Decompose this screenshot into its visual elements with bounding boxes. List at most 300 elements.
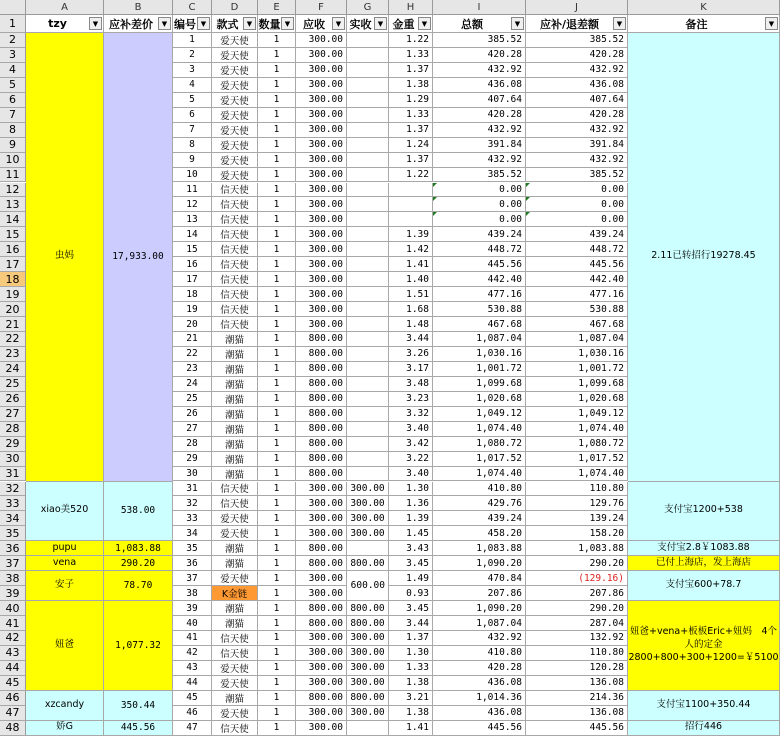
data-cell[interactable]: 1 xyxy=(258,661,296,676)
data-cell[interactable]: 300.00 xyxy=(296,706,347,721)
data-cell[interactable]: 300.00 xyxy=(347,482,389,497)
data-cell[interactable]: K金链 xyxy=(212,586,258,601)
data-cell[interactable]: 110.80 xyxy=(526,646,628,661)
data-cell[interactable]: 445.56 xyxy=(433,257,526,272)
data-cell[interactable]: 28 xyxy=(173,437,212,452)
row-header-29[interactable]: 29 xyxy=(0,437,26,452)
column-header-e[interactable]: E xyxy=(258,0,296,15)
difference-amount-cell[interactable]: 350.44 xyxy=(104,691,173,721)
data-cell[interactable]: 1 xyxy=(258,377,296,392)
data-cell[interactable]: 1.42 xyxy=(389,242,433,257)
data-cell[interactable] xyxy=(347,377,389,392)
data-cell[interactable]: 爱天使 xyxy=(212,93,258,108)
data-cell[interactable]: 1 xyxy=(258,63,296,78)
data-cell[interactable]: 39 xyxy=(173,601,212,616)
data-cell[interactable]: 300.00 xyxy=(296,631,347,646)
data-cell[interactable]: 442.40 xyxy=(526,272,628,287)
data-cell[interactable]: 1 xyxy=(258,183,296,198)
row-header-43[interactable]: 43 xyxy=(0,646,26,661)
column-header-b[interactable]: B xyxy=(104,0,173,15)
data-cell[interactable]: 1 xyxy=(258,721,296,736)
data-cell[interactable]: 207.86 xyxy=(433,586,526,601)
data-cell[interactable]: 9 xyxy=(173,153,212,168)
data-cell[interactable]: 385.52 xyxy=(433,168,526,183)
data-cell[interactable]: 20 xyxy=(173,317,212,332)
data-cell[interactable]: 800.00 xyxy=(296,422,347,437)
filter-dropdown-icon[interactable]: ▼ xyxy=(281,17,294,30)
data-cell[interactable] xyxy=(347,347,389,362)
data-cell[interactable]: 3.22 xyxy=(389,452,433,467)
customer-name-cell[interactable]: xzcandy xyxy=(26,691,104,721)
filter-dropdown-icon[interactable]: ▼ xyxy=(765,17,778,30)
data-cell[interactable] xyxy=(347,108,389,123)
data-cell[interactable]: 38 xyxy=(173,586,212,601)
data-cell[interactable] xyxy=(347,362,389,377)
row-header-37[interactable]: 37 xyxy=(0,556,26,571)
data-cell[interactable]: 潮猫 xyxy=(212,541,258,556)
data-cell[interactable]: 432.92 xyxy=(433,153,526,168)
data-cell[interactable]: 信天使 xyxy=(212,631,258,646)
data-cell[interactable] xyxy=(347,123,389,138)
data-cell[interactable]: 26 xyxy=(173,407,212,422)
data-cell[interactable]: 300.00 xyxy=(347,631,389,646)
data-cell[interactable]: 1.39 xyxy=(389,227,433,242)
data-cell[interactable]: 300.00 xyxy=(296,48,347,63)
data-cell[interactable]: 1,099.68 xyxy=(433,377,526,392)
row-header-47[interactable]: 47 xyxy=(0,706,26,721)
data-cell[interactable]: 207.86 xyxy=(526,586,628,601)
data-cell[interactable] xyxy=(347,302,389,317)
data-cell[interactable]: 1 xyxy=(258,706,296,721)
data-cell[interactable]: 潮猫 xyxy=(212,332,258,347)
data-cell[interactable] xyxy=(347,467,389,482)
customer-name-cell[interactable]: pupu xyxy=(26,541,104,556)
data-cell[interactable]: 300.00 xyxy=(296,661,347,676)
data-cell[interactable]: 214.36 xyxy=(526,691,628,706)
data-cell[interactable]: 信天使 xyxy=(212,721,258,736)
data-cell[interactable]: 信天使 xyxy=(212,646,258,661)
data-cell[interactable]: 24 xyxy=(173,377,212,392)
data-cell[interactable]: 300.00 xyxy=(296,108,347,123)
data-cell[interactable]: 14 xyxy=(173,227,212,242)
filter-dropdown-icon[interactable]: ▼ xyxy=(332,17,345,30)
data-cell[interactable]: 潮猫 xyxy=(212,392,258,407)
data-cell[interactable]: 477.16 xyxy=(526,287,628,302)
data-cell[interactable]: 45 xyxy=(173,691,212,706)
note-cell[interactable]: 妞爸+vena+板板Eric+妞妈 4个人的定金 2800+800+300+1200=￥5100 xyxy=(628,601,780,691)
data-cell[interactable]: 潮猫 xyxy=(212,691,258,706)
data-cell[interactable]: 爱天使 xyxy=(212,661,258,676)
data-cell[interactable]: 300.00 xyxy=(296,78,347,93)
data-cell[interactable]: 3.44 xyxy=(389,616,433,631)
data-cell[interactable]: 287.04 xyxy=(526,616,628,631)
data-cell[interactable]: 爱天使 xyxy=(212,123,258,138)
data-cell[interactable]: 1,074.40 xyxy=(526,422,628,437)
data-cell[interactable]: 800.00 xyxy=(347,556,389,571)
data-cell[interactable]: 爱天使 xyxy=(212,33,258,48)
note-cell[interactable]: 支付宝2.8￥1083.88 xyxy=(628,541,780,556)
data-cell[interactable]: 300.00 xyxy=(296,496,347,511)
customer-name-cell[interactable]: 妞爸 xyxy=(26,601,104,691)
data-cell[interactable]: 0.00 xyxy=(433,183,526,198)
row-header-8[interactable]: 8 xyxy=(0,123,26,138)
data-cell[interactable]: 潮猫 xyxy=(212,362,258,377)
data-cell[interactable]: 1 xyxy=(258,691,296,706)
column-header-g[interactable]: G xyxy=(347,0,389,15)
data-cell[interactable]: 3.23 xyxy=(389,392,433,407)
data-cell[interactable] xyxy=(389,212,433,227)
data-cell[interactable]: 1.37 xyxy=(389,63,433,78)
column-header-h[interactable]: H xyxy=(389,0,433,15)
data-cell[interactable]: 1,020.68 xyxy=(526,392,628,407)
data-cell[interactable] xyxy=(347,721,389,736)
customer-name-cell[interactable]: xiao美520 xyxy=(26,482,104,542)
data-cell[interactable]: 3.40 xyxy=(389,422,433,437)
data-cell[interactable]: 0.00 xyxy=(526,197,628,212)
data-cell[interactable]: 信天使 xyxy=(212,272,258,287)
data-cell[interactable] xyxy=(347,332,389,347)
data-cell[interactable]: 1 xyxy=(258,616,296,631)
data-cell[interactable]: 1,083.88 xyxy=(526,541,628,556)
data-cell[interactable]: 潮猫 xyxy=(212,437,258,452)
data-cell[interactable]: 1.68 xyxy=(389,302,433,317)
data-cell[interactable]: 407.64 xyxy=(526,93,628,108)
data-cell[interactable] xyxy=(347,422,389,437)
data-cell[interactable] xyxy=(347,392,389,407)
data-cell[interactable]: 3.21 xyxy=(389,691,433,706)
data-cell[interactable]: 800.00 xyxy=(296,392,347,407)
data-cell[interactable]: 391.84 xyxy=(433,138,526,153)
row-header-34[interactable]: 34 xyxy=(0,511,26,526)
data-cell[interactable]: 5 xyxy=(173,93,212,108)
row-header-33[interactable]: 33 xyxy=(0,496,26,511)
difference-amount-cell[interactable]: 1,077.32 xyxy=(104,601,173,691)
data-cell[interactable]: 300.00 xyxy=(296,123,347,138)
data-cell[interactable] xyxy=(347,93,389,108)
data-cell[interactable]: 432.92 xyxy=(433,123,526,138)
data-cell[interactable]: 530.88 xyxy=(526,302,628,317)
data-cell[interactable]: 120.28 xyxy=(526,661,628,676)
data-cell[interactable]: 800.00 xyxy=(296,601,347,616)
data-cell[interactable]: 300.00 xyxy=(296,646,347,661)
column-header-i[interactable]: I xyxy=(433,0,526,15)
data-cell[interactable] xyxy=(347,407,389,422)
row-header-5[interactable]: 5 xyxy=(0,78,26,93)
data-cell[interactable]: 158.20 xyxy=(526,526,628,541)
data-cell[interactable]: 800.00 xyxy=(296,556,347,571)
data-cell[interactable]: 1.48 xyxy=(389,317,433,332)
row-header-35[interactable]: 35 xyxy=(0,526,26,541)
data-cell[interactable]: 300.00 xyxy=(296,227,347,242)
data-cell[interactable]: 432.92 xyxy=(433,631,526,646)
row-header-24[interactable]: 24 xyxy=(0,362,26,377)
data-cell[interactable]: 300.00 xyxy=(296,571,347,586)
row-header-48[interactable]: 48 xyxy=(0,721,26,736)
row-header-46[interactable]: 46 xyxy=(0,691,26,706)
data-cell[interactable]: 1 xyxy=(258,437,296,452)
column-header-c[interactable]: C xyxy=(173,0,212,15)
data-cell[interactable]: 27 xyxy=(173,422,212,437)
data-cell[interactable]: 290.20 xyxy=(526,556,628,571)
customer-name-cell[interactable]: 安子 xyxy=(26,571,104,601)
data-cell[interactable]: 1,080.72 xyxy=(433,437,526,452)
data-cell[interactable]: 信天使 xyxy=(212,197,258,212)
row-header-2[interactable]: 2 xyxy=(0,33,26,48)
data-cell[interactable]: 43 xyxy=(173,661,212,676)
select-all-corner[interactable] xyxy=(0,0,26,15)
data-cell[interactable]: 爱天使 xyxy=(212,63,258,78)
data-cell[interactable]: 1 xyxy=(258,108,296,123)
row-header-16[interactable]: 16 xyxy=(0,242,26,257)
data-cell[interactable]: 467.68 xyxy=(433,317,526,332)
data-cell[interactable]: 1 xyxy=(258,33,296,48)
data-cell[interactable] xyxy=(347,242,389,257)
customer-name-cell[interactable]: 虫妈 xyxy=(26,33,104,482)
filter-dropdown-icon[interactable]: ▼ xyxy=(243,17,256,30)
data-cell[interactable]: 1 xyxy=(258,287,296,302)
data-cell[interactable]: 1 xyxy=(258,482,296,497)
data-cell[interactable]: 300.00 xyxy=(296,586,347,601)
data-cell[interactable] xyxy=(347,452,389,467)
data-cell[interactable]: 3.45 xyxy=(389,556,433,571)
data-cell[interactable]: 1 xyxy=(258,197,296,212)
data-cell[interactable]: 3.43 xyxy=(389,541,433,556)
data-cell[interactable]: 爱天使 xyxy=(212,526,258,541)
data-cell[interactable]: 1,017.52 xyxy=(526,452,628,467)
data-cell[interactable]: 29 xyxy=(173,452,212,467)
data-cell[interactable]: 42 xyxy=(173,646,212,661)
data-cell[interactable]: 1,049.12 xyxy=(433,407,526,422)
data-cell[interactable] xyxy=(347,48,389,63)
row-header-38[interactable]: 38 xyxy=(0,571,26,586)
data-cell[interactable]: (129.16) xyxy=(526,571,628,586)
data-cell[interactable]: 3 xyxy=(173,63,212,78)
data-cell[interactable] xyxy=(389,197,433,212)
data-cell[interactable]: 7 xyxy=(173,123,212,138)
filter-dropdown-icon[interactable]: ▼ xyxy=(613,17,626,30)
data-cell[interactable]: 1 xyxy=(173,33,212,48)
data-cell[interactable]: 1 xyxy=(258,601,296,616)
data-cell[interactable]: 爱天使 xyxy=(212,706,258,721)
customer-name-cell[interactable]: 娇G xyxy=(26,721,104,736)
row-header-26[interactable]: 26 xyxy=(0,392,26,407)
data-cell[interactable]: 44 xyxy=(173,676,212,691)
data-cell[interactable]: 6 xyxy=(173,108,212,123)
data-cell[interactable]: 300.00 xyxy=(296,93,347,108)
data-cell[interactable] xyxy=(389,183,433,198)
row-header-1[interactable]: 1 xyxy=(0,15,26,33)
data-cell[interactable]: 448.72 xyxy=(526,242,628,257)
data-cell[interactable]: 1 xyxy=(258,467,296,482)
row-header-12[interactable]: 12 xyxy=(0,183,26,198)
difference-amount-cell[interactable]: 445.56 xyxy=(104,721,173,736)
data-cell[interactable]: 300.00 xyxy=(296,302,347,317)
row-header-18[interactable]: 18 xyxy=(0,272,26,287)
note-cell[interactable]: 招行446 xyxy=(628,721,780,736)
data-cell[interactable]: 448.72 xyxy=(433,242,526,257)
data-cell[interactable]: 潮猫 xyxy=(212,377,258,392)
data-cell[interactable]: 1 xyxy=(258,586,296,601)
data-cell[interactable]: 470.84 xyxy=(433,571,526,586)
note-cell[interactable]: 支付宝1100+350.44 xyxy=(628,691,780,721)
data-cell[interactable]: 1 xyxy=(258,511,296,526)
data-cell[interactable]: 22 xyxy=(173,347,212,362)
column-header-a[interactable]: A xyxy=(26,0,104,15)
data-cell[interactable]: 1,001.72 xyxy=(526,362,628,377)
data-cell[interactable]: 800.00 xyxy=(296,332,347,347)
data-cell[interactable]: 432.92 xyxy=(526,153,628,168)
data-cell[interactable]: 1.22 xyxy=(389,33,433,48)
data-cell[interactable]: 1.45 xyxy=(389,526,433,541)
data-cell[interactable] xyxy=(347,153,389,168)
filter-dropdown-icon[interactable]: ▼ xyxy=(511,17,524,30)
data-cell[interactable]: 1,049.12 xyxy=(526,407,628,422)
data-cell[interactable]: 439.24 xyxy=(433,511,526,526)
data-cell[interactable]: 0.93 xyxy=(389,586,433,601)
data-cell[interactable]: 46 xyxy=(173,706,212,721)
data-cell[interactable]: 17 xyxy=(173,272,212,287)
data-cell[interactable]: 1,001.72 xyxy=(433,362,526,377)
data-cell[interactable]: 800.00 xyxy=(296,362,347,377)
data-cell[interactable]: 36 xyxy=(173,556,212,571)
data-cell[interactable]: 12 xyxy=(173,197,212,212)
row-header-28[interactable]: 28 xyxy=(0,422,26,437)
data-cell[interactable]: 潮猫 xyxy=(212,422,258,437)
data-cell[interactable]: 1 xyxy=(258,257,296,272)
data-cell[interactable]: 信天使 xyxy=(212,302,258,317)
data-cell[interactable] xyxy=(347,287,389,302)
data-cell[interactable]: 800.00 xyxy=(347,601,389,616)
data-cell[interactable]: 420.28 xyxy=(433,48,526,63)
filter-dropdown-icon[interactable]: ▼ xyxy=(158,17,171,30)
row-header-25[interactable]: 25 xyxy=(0,377,26,392)
data-cell[interactable]: 爱天使 xyxy=(212,511,258,526)
data-cell[interactable]: 800.00 xyxy=(296,691,347,706)
data-cell[interactable]: 300.00 xyxy=(296,138,347,153)
data-cell[interactable]: 1 xyxy=(258,153,296,168)
data-cell[interactable]: 1 xyxy=(258,526,296,541)
data-cell[interactable]: 爱天使 xyxy=(212,168,258,183)
data-cell[interactable]: 300.00 xyxy=(347,706,389,721)
data-cell[interactable]: 3.26 xyxy=(389,347,433,362)
data-cell[interactable]: 18 xyxy=(173,287,212,302)
data-cell[interactable]: 4 xyxy=(173,78,212,93)
data-cell[interactable]: 1.22 xyxy=(389,168,433,183)
row-header-20[interactable]: 20 xyxy=(0,302,26,317)
data-cell[interactable]: 1.38 xyxy=(389,706,433,721)
data-cell[interactable]: 477.16 xyxy=(433,287,526,302)
filter-dropdown-icon[interactable]: ▼ xyxy=(418,17,431,30)
data-cell[interactable]: 信天使 xyxy=(212,257,258,272)
data-cell[interactable]: 33 xyxy=(173,511,212,526)
data-cell[interactable] xyxy=(347,78,389,93)
data-cell[interactable]: 10 xyxy=(173,168,212,183)
row-header-23[interactable]: 23 xyxy=(0,347,26,362)
data-cell[interactable]: 1.33 xyxy=(389,661,433,676)
data-cell[interactable]: 300.00 xyxy=(347,661,389,676)
data-cell[interactable]: 420.28 xyxy=(433,108,526,123)
data-cell[interactable]: 爱天使 xyxy=(212,153,258,168)
data-cell[interactable]: 300.00 xyxy=(296,183,347,198)
row-header-13[interactable]: 13 xyxy=(0,197,26,212)
data-cell[interactable]: 129.76 xyxy=(526,496,628,511)
column-header-k[interactable]: K xyxy=(628,0,780,15)
filter-dropdown-icon[interactable]: ▼ xyxy=(197,17,210,30)
data-cell[interactable]: 420.28 xyxy=(526,48,628,63)
difference-amount-cell[interactable]: 538.00 xyxy=(104,482,173,542)
row-header-27[interactable]: 27 xyxy=(0,407,26,422)
data-cell[interactable]: 1.30 xyxy=(389,482,433,497)
row-header-4[interactable]: 4 xyxy=(0,63,26,78)
data-cell[interactable]: 1 xyxy=(258,571,296,586)
data-cell[interactable]: 1,090.20 xyxy=(433,601,526,616)
data-cell[interactable]: 0.00 xyxy=(526,212,628,227)
data-cell[interactable]: 1,017.52 xyxy=(433,452,526,467)
data-cell[interactable]: 1,074.40 xyxy=(433,467,526,482)
data-cell[interactable]: 3.32 xyxy=(389,407,433,422)
row-header-45[interactable]: 45 xyxy=(0,676,26,691)
data-cell[interactable] xyxy=(347,317,389,332)
data-cell[interactable]: 爱天使 xyxy=(212,48,258,63)
data-cell[interactable]: 40 xyxy=(173,616,212,631)
data-cell[interactable]: 300.00 xyxy=(347,511,389,526)
data-cell[interactable]: 爱天使 xyxy=(212,571,258,586)
row-header-42[interactable]: 42 xyxy=(0,631,26,646)
data-cell[interactable]: 潮猫 xyxy=(212,556,258,571)
data-cell[interactable]: 800.00 xyxy=(296,437,347,452)
data-cell[interactable] xyxy=(347,33,389,48)
data-cell[interactable]: 290.20 xyxy=(526,601,628,616)
data-cell[interactable]: 1,074.40 xyxy=(526,467,628,482)
data-cell[interactable]: 1.37 xyxy=(389,153,433,168)
data-cell[interactable]: 800.00 xyxy=(296,407,347,422)
data-cell[interactable]: 1 xyxy=(258,168,296,183)
data-cell[interactable]: 1 xyxy=(258,422,296,437)
data-cell[interactable]: 爱天使 xyxy=(212,138,258,153)
row-header-6[interactable]: 6 xyxy=(0,93,26,108)
data-cell[interactable]: 2 xyxy=(173,48,212,63)
data-cell[interactable]: 13 xyxy=(173,212,212,227)
difference-amount-cell[interactable]: 17,933.00 xyxy=(104,33,173,482)
data-cell[interactable]: 信天使 xyxy=(212,242,258,257)
column-header-f[interactable]: F xyxy=(296,0,347,15)
data-cell[interactable]: 530.88 xyxy=(433,302,526,317)
data-cell[interactable]: 300.00 xyxy=(296,526,347,541)
data-cell[interactable]: 300.00 xyxy=(296,482,347,497)
data-cell[interactable]: 潮猫 xyxy=(212,407,258,422)
data-cell[interactable]: 3.44 xyxy=(389,332,433,347)
data-cell[interactable]: 300.00 xyxy=(296,197,347,212)
data-cell[interactable]: 1 xyxy=(258,48,296,63)
data-cell[interactable]: 110.80 xyxy=(526,482,628,497)
data-cell[interactable]: 1,030.16 xyxy=(433,347,526,362)
data-cell[interactable]: 800.00 xyxy=(296,616,347,631)
data-cell[interactable]: 23 xyxy=(173,362,212,377)
data-cell[interactable]: 爱天使 xyxy=(212,78,258,93)
data-cell[interactable]: 1 xyxy=(258,332,296,347)
data-cell[interactable]: 爱天使 xyxy=(212,676,258,691)
data-cell[interactable]: 35 xyxy=(173,541,212,556)
data-cell[interactable]: 8 xyxy=(173,138,212,153)
data-cell[interactable]: 11 xyxy=(173,183,212,198)
data-cell[interactable]: 800.00 xyxy=(347,616,389,631)
data-cell[interactable]: 信天使 xyxy=(212,317,258,332)
data-cell[interactable]: 139.24 xyxy=(526,511,628,526)
data-cell[interactable]: 潮猫 xyxy=(212,452,258,467)
note-cell[interactable]: 2.11已转招行19278.45 xyxy=(628,33,780,482)
data-cell[interactable]: 436.08 xyxy=(526,78,628,93)
data-cell[interactable]: 1.37 xyxy=(389,631,433,646)
